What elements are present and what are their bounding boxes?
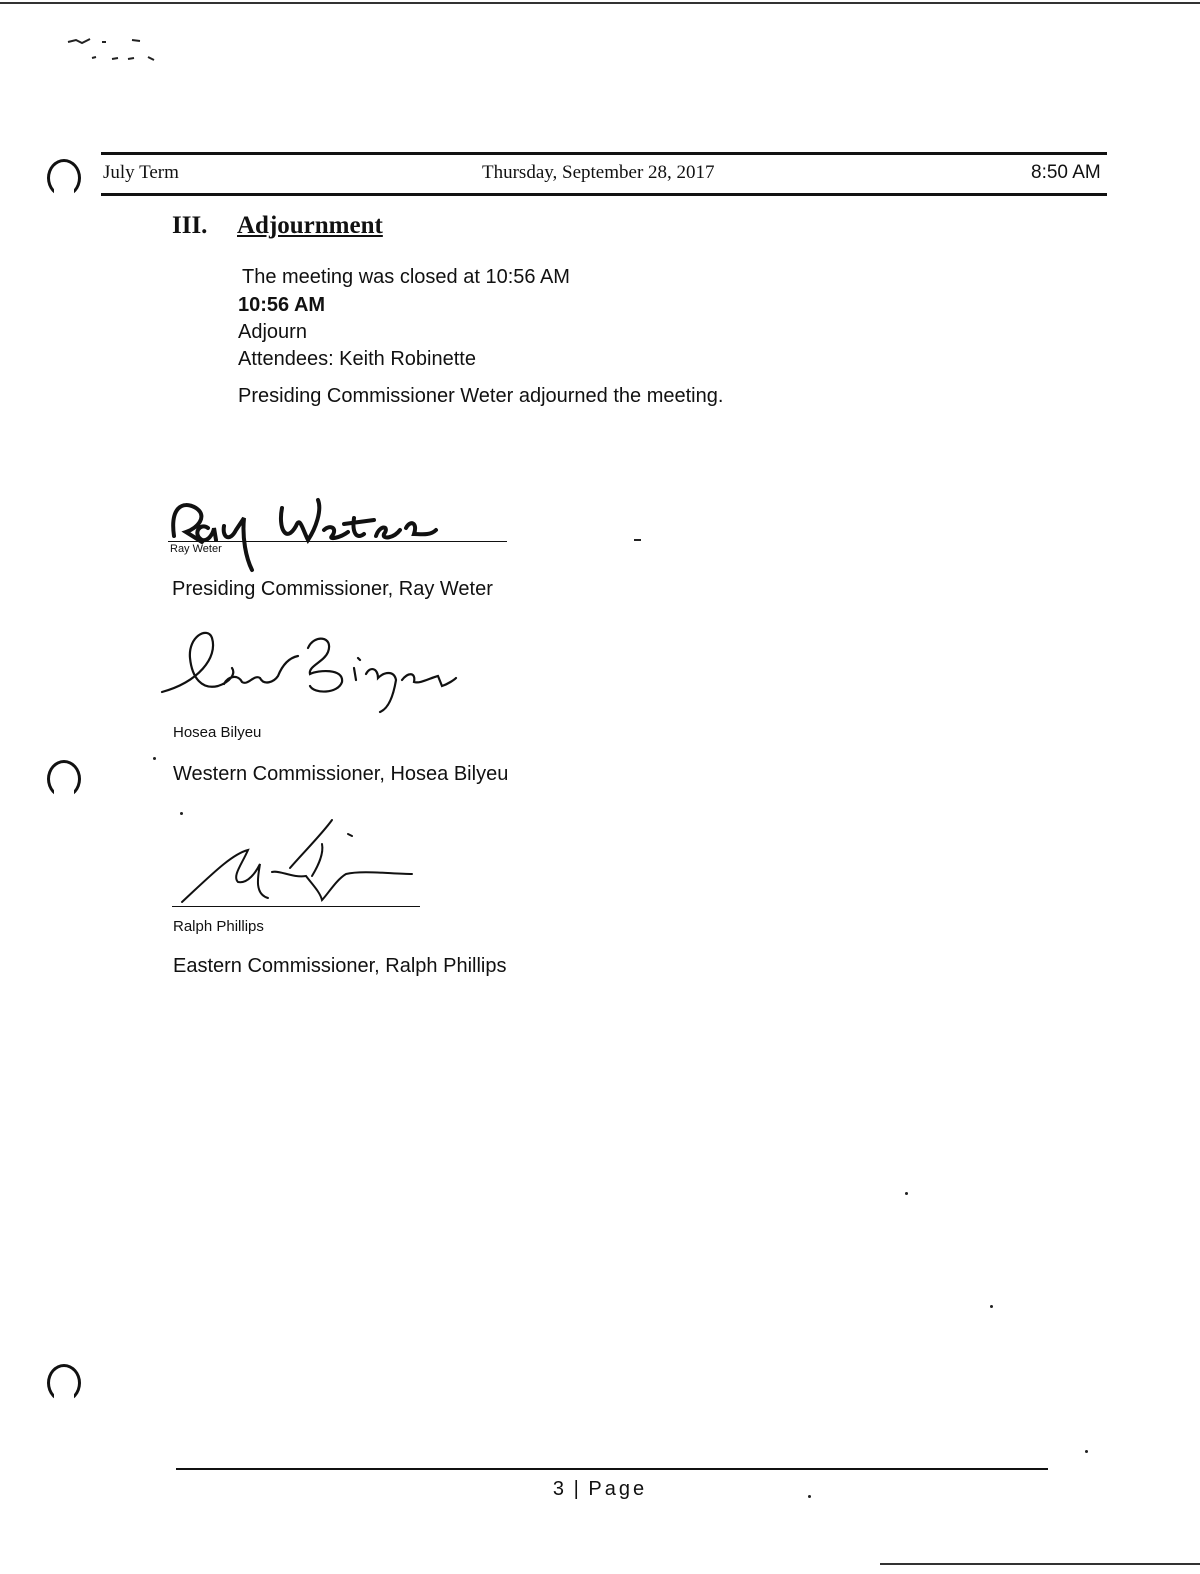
header-term: July Term [103,162,179,183]
page-label: Page [588,1478,648,1500]
scan-top-edge [0,2,1200,4]
section-title: Adjournment [237,212,383,239]
punch-hole-middle [47,760,81,798]
header-bottom-rule [101,193,1107,196]
signature-line-3 [172,906,420,907]
scan-speck [180,812,183,815]
footer-rule [176,1468,1048,1470]
scan-speck [990,1305,993,1308]
signature-hosea-bilyeu [158,628,458,723]
header-date: Thursday, September 28, 2017 [482,162,715,183]
attendees-line: Attendees: Keith Robinette [238,348,476,370]
signer-name-1: Ray Weter [170,543,222,555]
page-number: 3 [552,1478,565,1500]
scan-speck [1085,1450,1088,1453]
section-number: III. [172,212,208,239]
action-label: Adjourn [238,321,307,343]
page-footer [0,1478,1200,1501]
signature-ray-weter [168,478,458,578]
signer-name-2: Hosea Bilyeu [173,724,262,741]
punch-hole-top [47,159,81,197]
header-top-rule [101,152,1107,155]
scan-speck [905,1192,908,1195]
adjournment-statement: Presiding Commissioner Weter adjourned the meeting. [238,385,724,407]
signer-title-1: Presiding Commissioner, Ray Weter [172,578,493,600]
scan-artifact [62,34,162,64]
signature-ralph-phillips [172,814,422,914]
signature-line-1 [168,541,507,542]
signer-name-3: Ralph Phillips [173,918,264,935]
scan-bottom-mark [880,1563,1200,1565]
punch-hole-bottom [47,1364,81,1402]
scan-speck [153,757,156,760]
header-time: 8:50 AM [1031,162,1101,183]
page-separator: | [573,1478,579,1500]
signer-title-2: Western Commissioner, Hosea Bilyeu [173,763,509,785]
closing-statement: The meeting was closed at 10:56 AM [242,266,570,288]
closing-time: 10:56 AM [238,294,326,316]
scan-speck [634,539,641,541]
signer-title-3: Eastern Commissioner, Ralph Phillips [173,955,507,977]
